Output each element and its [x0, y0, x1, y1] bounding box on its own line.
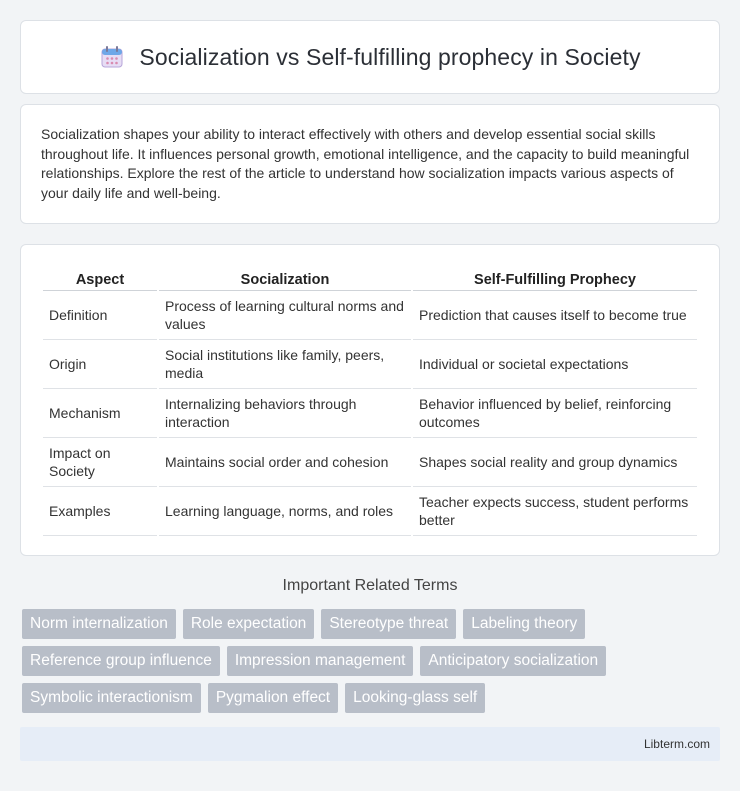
tag-impression-management[interactable]: Impression management	[227, 646, 414, 676]
tag-looking-glass-self[interactable]: Looking-glass self	[345, 683, 485, 713]
header-socialization: Socialization	[159, 261, 411, 291]
table-cell: Examples	[43, 487, 157, 536]
tag-role-expectation[interactable]: Role expectation	[183, 609, 314, 639]
table-cell: Definition	[43, 291, 157, 340]
table-cell: Mechanism	[43, 389, 157, 438]
header-aspect: Aspect	[43, 261, 157, 291]
header-self-fulfilling-prophecy: Self-Fulfilling Prophecy	[413, 261, 697, 291]
tag-stereotype-threat[interactable]: Stereotype threat	[321, 609, 456, 639]
table-cell: Process of learning cultural norms and values	[159, 291, 411, 340]
table-cell: Learning language, norms, and roles	[159, 487, 411, 536]
tag-row	[22, 683, 722, 713]
table-cell: Individual or societal expectations	[413, 340, 697, 389]
tag-labeling-theory[interactable]: Labeling theory	[463, 609, 585, 639]
table-cell: Behavior influenced by belief, reinforcing outcomes	[413, 389, 697, 438]
table-cell: Shapes social reality and group dynamics	[413, 438, 697, 487]
intro-text: Socialization shapes your ability to interact effectively with others and develop essential social skills throughout life. It influences personal growth, emotional intelligence, and the capacity to build meaningful relationships. Explore the rest of the article to understand how socialization impacts various aspects of your daily life and well-being.	[41, 126, 690, 201]
footer-site-link[interactable]: Libterm.com	[643, 737, 710, 751]
table-row	[43, 487, 697, 536]
table-cell: Origin	[43, 340, 157, 389]
table-header-row	[43, 261, 697, 291]
table-cell: Impact on Society	[43, 438, 157, 487]
table-cell: Social institutions like family, peers, media	[159, 340, 411, 389]
calendar-icon	[99, 44, 125, 70]
table-cell: Teacher expects success, student performs better	[413, 487, 697, 536]
table-row	[43, 291, 697, 340]
related-terms-heading: Important Related Terms	[282, 577, 458, 594]
footer	[20, 727, 720, 761]
table-cell: Internalizing behaviors through interaction	[159, 389, 411, 438]
tag-row	[22, 646, 722, 676]
table-cell: Maintains social order and cohesion	[159, 438, 411, 487]
table-cell: Prediction that causes itself to become true	[413, 291, 697, 340]
related-terms-list	[22, 609, 722, 720]
tag-pygmalion-effect[interactable]: Pygmalion effect	[208, 683, 338, 713]
table-row	[43, 340, 697, 389]
table-row	[43, 389, 697, 438]
page-title: Socialization vs Self-fulfilling prophecy in Society	[139, 43, 641, 70]
intro-card	[20, 104, 720, 224]
table-row	[43, 438, 697, 487]
comparison-card	[20, 244, 720, 556]
tag-norm-internalization[interactable]: Norm internalization	[22, 609, 176, 639]
tag-anticipatory-socialization[interactable]: Anticipatory socialization	[420, 646, 606, 676]
tag-symbolic-interactionism[interactable]: Symbolic interactionism	[22, 683, 201, 713]
tag-reference-group-influence[interactable]: Reference group influence	[22, 646, 220, 676]
tag-row	[22, 609, 722, 639]
comparison-table	[41, 261, 699, 536]
title-card	[20, 20, 720, 94]
